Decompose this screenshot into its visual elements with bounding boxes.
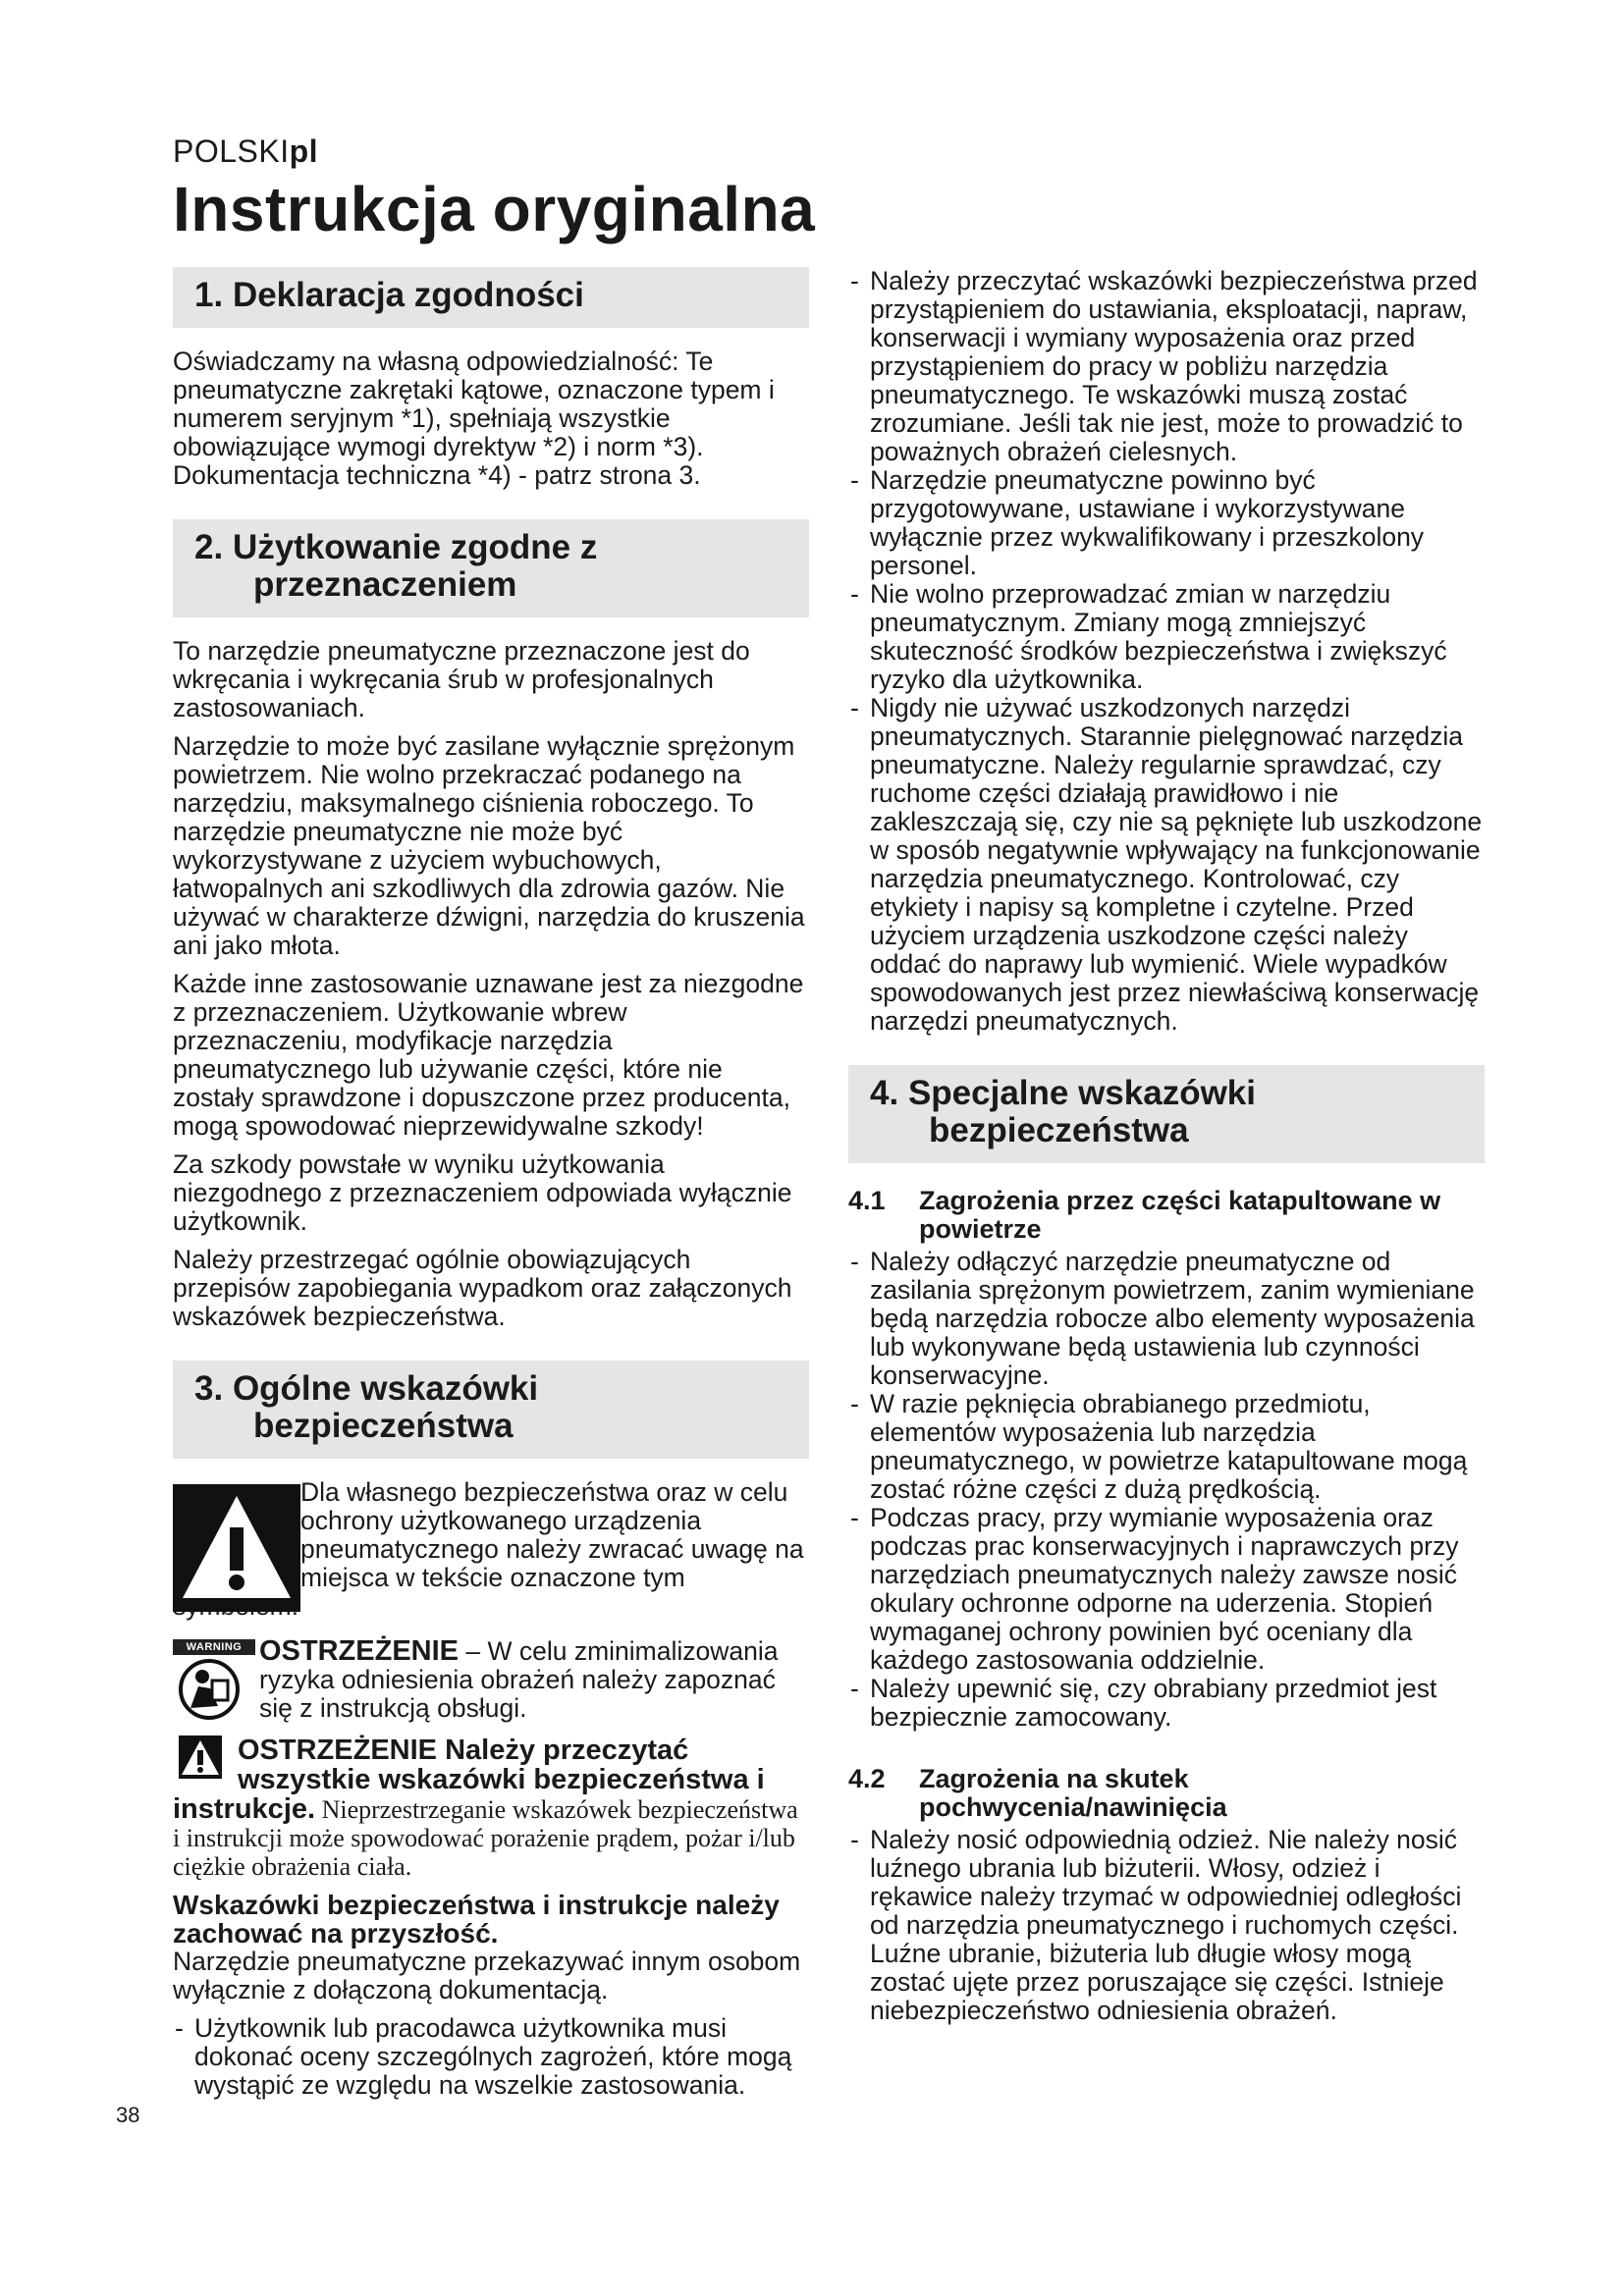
section-2-para-5: Należy przestrzegać ogólnie obowiązujących przepisów zapobiegania wypadkom oraz załączonych wskazówek bezpieczeństwa. — [173, 1245, 792, 1331]
keep-instructions-text: Narzędzie pneumatyczne przekazywać innym osobom wyłącznie z dołączoną dokumentacją. — [173, 1947, 801, 2004]
list-item: - Należy przeczytać wskazówki bezpieczeństwa przed przystąpieniem do ustawiania, eksploatacji, napraw, konserwacji i wymiany wyposażenia oraz przed przystąpieniem do pracy w pobliżu narzędzia pneumatycznego. Te wskazówki muszą zostać zrozumiane. Jeśli tak nie jest, może to prowadzić to poważnych obrażeń cielesnych. — [848, 267, 1485, 466]
list-item: - Należy nosić odpowiednią odzież. Nie należy nosić luźnego ubrania lub biżuterii. Włosy, odzież i rękawice należy trzymać w odpowiedniej odległości od narzędzia pneumatycznego i ruchomych części. Luźne ubranie, biżuteria lub długie włosy mogą zostać ujęte przez poruszające się części. Istnieje niebezpieczeństwo odniesienia obrażeń. — [848, 1826, 1485, 2025]
list-item: - Należy odłączyć narzędzie pneumatyczne od zasilania sprężonym powietrzem, zanim wymieniane będą narzędzia robocze albo elementy wyposażenia lub wykonywane będą ustawienia lub czynności konserwacyjne. — [848, 1248, 1485, 1390]
warning-2-text: Nieprzestrzeganie wskazówek bezpieczeństwa i instrukcji może spowodować porażenie prądem, pożar i/lub ciężkie obrażenia ciała. — [173, 1795, 798, 1881]
list-item: - Narzędzie pneumatyczne powinno być przygotowywane, ustawiane i wykorzystywane wyłącznie przez wykwalifikowany i przeszkolony personel. — [848, 466, 1485, 580]
subsection-4-1-list — [848, 1248, 1485, 1732]
section-2-heading: 2. Użytkowanie zgodne z przeznaczeniem — [173, 519, 809, 617]
warning-badge: WARNING — [173, 1639, 255, 1655]
section-3-list-left — [173, 2014, 809, 2100]
section-2-para-1: To narzędzie pneumatyczne przeznaczone jest do wkręcania i wykręcania śrub w profesjonalnych zastosowaniach. — [173, 636, 750, 722]
subsection-4-1-heading: 4.1 Zagrożenia przez części katapultowane w powietrze — [848, 1186, 1441, 1244]
warning-triangle-small-icon — [173, 1735, 230, 1779]
left-column — [173, 267, 809, 2100]
manual-person-icon — [179, 1659, 240, 1720]
warning-1-text: – W celu zminimalizowania ryzyka odniesienia obrażeń należy zapoznać się z instrukcją obsługi. — [259, 1636, 779, 1723]
language-label: POLSKIpl — [173, 133, 319, 169]
section-2-para-3: Każde inne zastosowanie uznawane jest za niezgodne z przeznaczeniem. Użytkowanie wbrew przeznaczeniu, modyfikacje narzędzia pneumatycznego lub używanie części, które nie zostały sprawdzone i dopuszczone przez producenta, mogą spowodować nieprzewidywalne szkody! — [173, 969, 804, 1141]
warning-read-all — [173, 1735, 809, 1881]
section-2-para-2: Narzędzie to może być zasilane wyłącznie sprężonym powietrzem. Nie wolno przekraczać podanego na narzędziu, maksymalnego ciśnienia roboczego. To narzędzie pneumatyczne nie może być wykorzystywane z użyciem wybuchowych, łatwopalnych ani szkodliwych dla zdrowia gazów. Nie używać w charakterze dźwigni, narzędzia do kruszenia ani jako młota. — [173, 731, 805, 960]
section-3-heading: 3. Ogólne wskazówki bezpieczeństwa — [173, 1361, 809, 1459]
list-item: - W razie pęknięcia obrabianego przedmiotu, elementów wyposażenia lub narzędzia pneumatycznego, w powietrze katapultowane mogą zostać różne części z dużą prędkością. — [848, 1390, 1485, 1504]
list-item: - Podczas pracy, przy wymianie wyposażenia oraz podczas prac konserwacyjnych i naprawczych przy narzędziach pneumatycznych należy zawsze nosić okulary ochronne odporne na uderzenia. Stopień wymaganej ochrony powinien być oceniany dla każdego zastosowania oddzielnie. — [848, 1504, 1485, 1675]
subsection-4-2-list — [848, 1826, 1485, 2025]
list-item: - Należy upewnić się, czy obrabiany przedmiot jest bezpiecznie zamocowany. — [848, 1675, 1485, 1732]
warning-symbol-text: Dla własnego bezpieczeństwa oraz w celu ochrony użytkowanego urządzenia pneumatycznego należy zwracać uwagę na miejsca w tekście oznaczone tym — [300, 1477, 804, 1592]
list-item: - Nigdy nie używać uszkodzonych narzędzi pneumatycznych. Starannie pielęgnować narzędzia pneumatyczne. Należy regularnie sprawdzać, czy ruchome części działają prawidłowo i nie zakleszczają się, czy nie są pęknięte lub uszkodzone w sposób negatywnie wpływający na funkcjonowanie narzędzia pneumatycznego. Kontrolować, czy etykiety i napisy są kompletne i czytelne. Przed użyciem urządzenia uszkodzone części należy oddać do naprawy lub wymienić. Wiele wypadków spowodowanych jest przez niewłaściwą konserwację narzędzi pneumatycznych. — [848, 694, 1485, 1036]
keep-instructions-heading: Wskazówki bezpieczeństwa i instrukcje należy zachować na przyszłość. — [173, 1890, 780, 1949]
list-item: - Nie wolno przeprowadzać zmian w narzędziu pneumatycznym. Zmiany mogą zmniejszyć skuteczność środków bezpieczeństwa i zwiększyć ryzyko dla użytkownika. — [848, 580, 1485, 694]
warning-triangle-icon — [173, 1484, 300, 1612]
page-title: Instrukcja oryginalna — [173, 174, 816, 244]
section-3-list-right — [848, 267, 1485, 1036]
warning-2-bold: OSTRZEŻENIE Należy przeczytać wszystkie wskazówki bezpieczeństwa i instrukcje. — [173, 1735, 765, 1825]
section-2-para-4: Za szkody powstałe w wyniku użytkowania niezgodnego z przeznaczeniem odpowiada wyłącznie użytkownik. — [173, 1149, 792, 1236]
list-item: - Użytkownik lub pracodawca użytkownika musi dokonać oceny szczególnych zagrożeń, które mogą wystąpić ze względu na wszelkie zastosowania. — [173, 2014, 809, 2100]
section-1-text: Oświadczamy na własną odpowiedzialność: Te pneumatyczne zakrętaki kątowe, oznaczone typem i numerem seryjnym *1), spełniają wszystkie obowiązujące wymogi dyrektyw *2) i norm *3). Dokumentacja techniczna *4) - patrz strona 3. — [173, 347, 775, 490]
warning-symbol-note — [173, 1478, 809, 1628]
section-1-heading: 1. Deklaracja zgodności — [173, 267, 809, 328]
subsection-4-2-heading: 4.2 Zagrożenia na skutek pochwycenia/nawinięcia — [848, 1764, 1227, 1822]
right-column — [848, 267, 1485, 2025]
read-manual-icon — [173, 1637, 259, 1726]
warning-read-manual — [173, 1637, 809, 1726]
page-number: 38 — [116, 2103, 140, 2127]
warning-1-bold: OSTRZEŻENIE — [259, 1635, 460, 1667]
section-4-heading: 4. Specjalne wskazówki bezpieczeństwa — [848, 1065, 1485, 1163]
